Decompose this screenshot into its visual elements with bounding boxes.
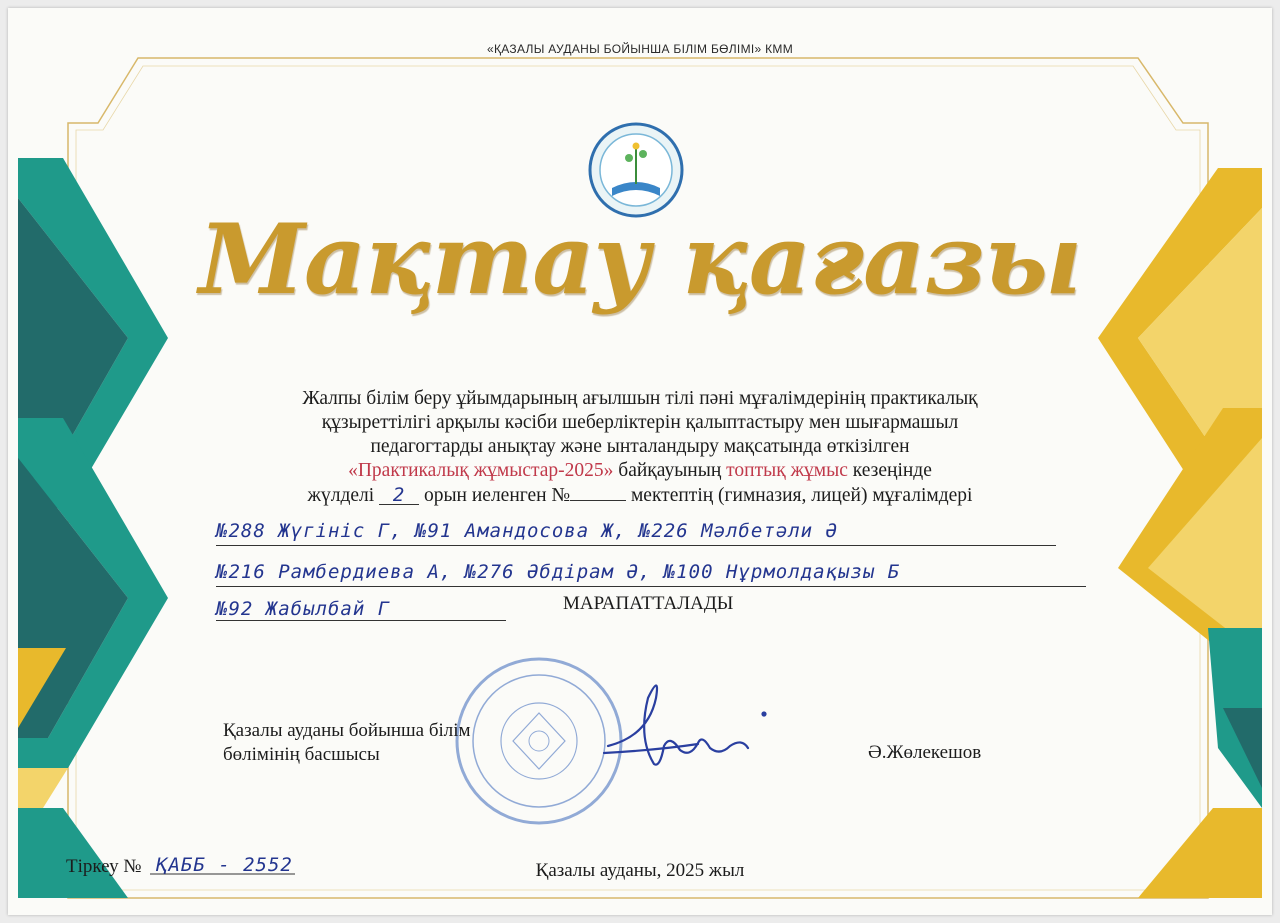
signatory-title-line-1: Қазалы ауданы бойынша білім: [223, 720, 471, 741]
awardee-line-3: №92 Жабылбай Г: [216, 598, 391, 620]
place-line: [158, 484, 1122, 507]
awarded-text: МАРАПАТТАЛАДЫ: [563, 593, 734, 614]
place-prefix: жүлделі: [307, 485, 380, 506]
awardee-line-2: №216 Рамбердиева А, №276 Әбдірам Ә, №100 Нұрмолдақызы Б: [216, 561, 901, 583]
awardee-line-1: №288 Жүгініс Г, №91 Амандосова Ж, №226 Мәлбетәли Ә: [216, 520, 838, 542]
place-and-year: Қазалы ауданы, 2025 жыл: [535, 860, 745, 881]
body-line-1: Жалпы білім беру ұйымдарының ағылшын тілі пәні мұғалімдерінің практикалық: [302, 388, 978, 409]
awardee-underline-2: [216, 586, 1086, 587]
signatory-title-line-2: бөлімінің басшысы: [223, 744, 380, 765]
stage-end: кезеңінде: [847, 460, 932, 481]
contest-mid: байқауының: [613, 460, 727, 481]
awardee-underline-1: [216, 545, 1056, 546]
signature-icon: [604, 686, 766, 765]
awardee-underline-3: [216, 620, 506, 621]
school-suffix: мектептің (гимназия, лицей) мұғалімдері: [626, 485, 973, 506]
stamp-icon: [457, 659, 621, 823]
place-suffix: орын иеленген №: [419, 485, 571, 506]
certificate-title: Мақтау қағазы: [198, 203, 1082, 316]
contest-line: [158, 460, 1122, 482]
contest-name: «Практикалық жұмыстар-2025»: [348, 460, 614, 481]
school-number-blank: [570, 484, 626, 501]
body-line-3: педагогтарды анықтау және ынталандыру мақсатында өткізілген: [370, 436, 910, 457]
registration-number: ҚАББ - 2552: [156, 854, 293, 876]
body-line-2: құзыреттілігі арқылы кәсіби шеберліктерін қалыптастыру мен шығармашыл: [321, 412, 959, 433]
place-number: 2: [379, 486, 419, 505]
registration-label: Тіркеу №: [66, 856, 142, 877]
signatory-name: Ә.Жөлекешов: [868, 742, 982, 763]
issuing-organization: «ҚАЗАЛЫ АУДАНЫ БОЙЫНША БІЛІМ БӨЛІМІ» КММ: [486, 42, 793, 56]
certificate: [8, 8, 1272, 915]
stage-name: топтық жұмыс: [726, 460, 848, 481]
